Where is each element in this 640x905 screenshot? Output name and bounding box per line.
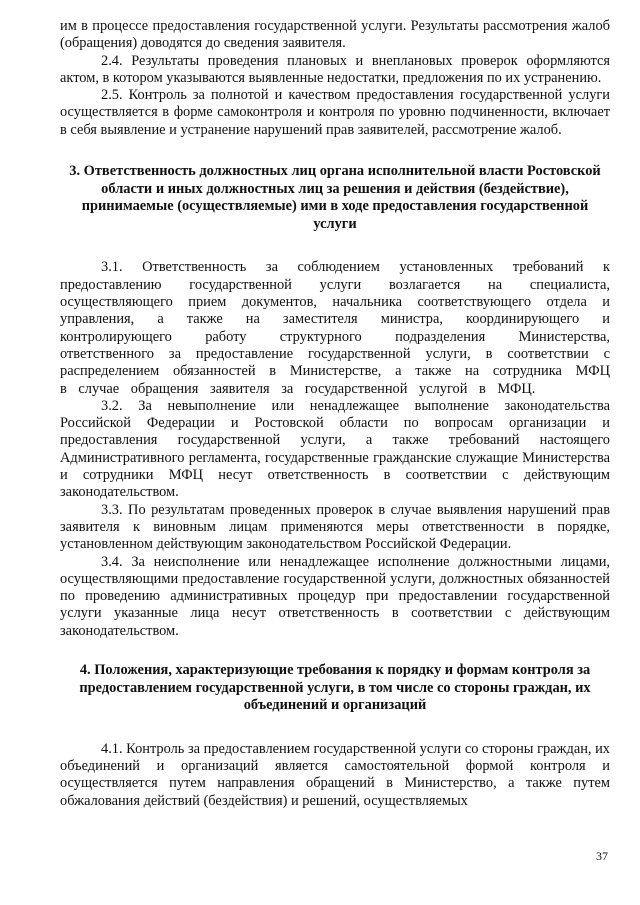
page-number: 37: [596, 849, 608, 863]
paragraph-continuation: им в процессе предоставления государственной услуги. Результаты рассмотрения жалоб (обращения) доводятся до сведения заявителя.: [60, 18, 610, 52]
paragraph-4-1: 4.1. Контроль за предоставлением государственной услуги со стороны граждан, их объединений и организаций является самостоятельной формой контроля и осуществляется путем направления обращений в Министерство, а также путем обжалования действий (бездействия) и решений, осуществляемых: [60, 740, 610, 809]
paragraph-3-1: 3.1. Ответственность за соблюдением установленных требований к предоставлению государственной услуги возлагается на специалиста, осуществляющего прием документов, начальника соответствующего отдела и управления, а также на заместителя министра, координирующего и контролирующего работу структурного подразделения Министерства, ответственного за предоставление государственной услуги, в соответствии с распределением обязанностей в Министерстве, а также на сотрудника МФЦ в случае обращения заявителя за государственной услугой в МФЦ.: [60, 259, 610, 397]
section-3-heading: 3. Ответственность должностных лиц органа исполнительной власти Ростовской области и иных должностных лиц за решения и действия (бездействие), принимаемые (осуществляемые) ими в ходе предоставления государственной услуги: [69, 163, 601, 232]
paragraph-2-5: 2.5. Контроль за полнотой и качеством предоставления государственной услуги осуществляется в форме самоконтроля и контроля по уровню подчиненности, включает в себя выявление и устранение нарушений прав заявителей, рассмотрение жалоб.: [60, 87, 610, 138]
paragraph-2-4: 2.4. Результаты проведения плановых и внеплановых проверок оформляются актом, в котором указываются выявленные недостатки, предложения по их устранению.: [60, 52, 610, 86]
paragraph-3-4: 3.4. За неисполнение или ненадлежащее исполнение должностными лицами, осуществляющими предоставление государственной услуги, должностных обязанностей по проведению административных процедур при предоставлении государственной услуги указанные лица несут ответственность в соответствии с действующим законодательством.: [60, 553, 610, 639]
paragraph-3-2: 3.2. За невыполнение или ненадлежащее выполнение законодательства Российской Федерации и Ростовской области по вопросам организации и предоставления государственной услуги, а также требований настоящего Административного регламента, государственные гражданские служащие Министерства и сотрудники МФЦ несут ответственность в соответствии с действующим законодательством.: [60, 397, 610, 501]
section-4-heading: 4. Положения, характеризующие требования к порядку и формам контроля за предоставлением государственной услуги, в том числе со стороны граждан, их объединений и организаций: [79, 661, 591, 714]
paragraph-3-3: 3.3. По результатам проведенных проверок в случае выявления нарушений прав заявителя к виновным лицам применяются меры ответственности в порядке, установленном действующим законодательством Российской Федерации.: [60, 501, 610, 553]
